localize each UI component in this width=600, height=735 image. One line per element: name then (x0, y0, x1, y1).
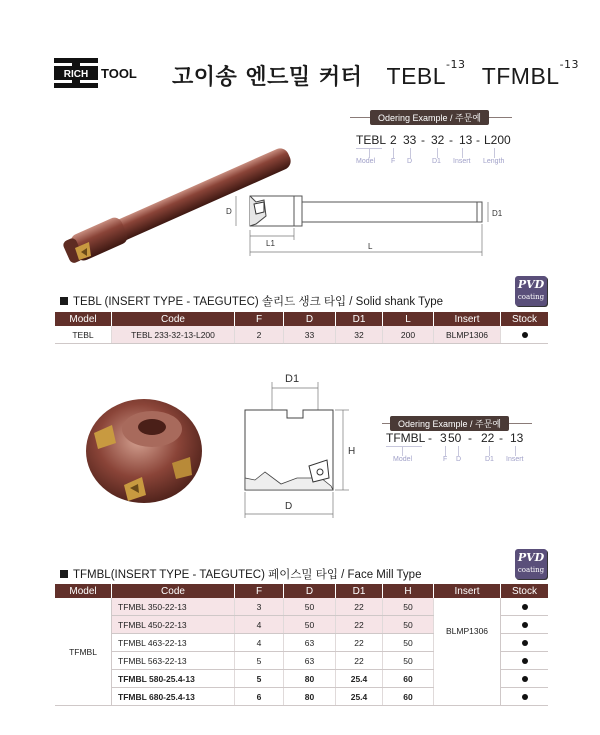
pvd2-line2: coating (517, 566, 545, 574)
section1-heading-text: TEBL (INSERT TYPE - TAEGUTEC) 솔리드 생크 타입 / Solid shank Type (73, 296, 444, 308)
ord1-code-length: L200 (484, 133, 511, 147)
cell2-insert: BLMP1306 (434, 598, 501, 706)
th2-d: D (284, 584, 336, 598)
ord2-sub-d: D (456, 456, 462, 463)
tebl-table-header (55, 312, 548, 326)
ord2-sub-d1: D1 (485, 456, 494, 463)
section1-bullet (60, 297, 68, 305)
cell2-h: 50 (383, 634, 434, 652)
ord1-sub-model: Model (356, 158, 376, 165)
face-mill-photo (72, 385, 212, 515)
cell2-h: 60 (383, 688, 434, 706)
th-d: D (284, 312, 336, 326)
pvd1-line1: PVD (517, 278, 545, 291)
cell2-d: 63 (284, 652, 336, 670)
section2-bullet (60, 570, 68, 578)
cell2-code: TFMBL 563-22-13 (112, 652, 235, 670)
cell2-f: 4 (235, 634, 284, 652)
dim2-h: H (348, 446, 356, 457)
cell2-d: 80 (284, 670, 336, 688)
th-d1: D1 (336, 312, 383, 326)
th-l: L (383, 312, 434, 326)
cell2-code: TFMBL 680-25.4-13 (112, 688, 235, 706)
th-model: Model (55, 312, 112, 326)
tfmbl-table (55, 584, 548, 706)
pvd-coating-badge-1 (515, 276, 547, 306)
title-code-tebl: TEBL (386, 63, 447, 89)
th2-d1: D1 (336, 584, 383, 598)
cell-model: TEBL (55, 326, 112, 344)
pvd-coating-badge-2 (515, 549, 547, 579)
cell2-d1: 22 (336, 634, 383, 652)
th2-h: H (383, 584, 434, 598)
stock-dot (522, 640, 528, 646)
logo-tool-text: TOOL (101, 66, 137, 81)
cell2-code: TFMBL 463-22-13 (112, 634, 235, 652)
cell2-stock (501, 616, 549, 634)
cell2-d: 63 (284, 634, 336, 652)
logo-rich-text: RICH (63, 69, 89, 80)
cell2-d: 50 (284, 598, 336, 616)
th2-stock: Stock (501, 584, 549, 598)
stock-dot (522, 604, 528, 610)
ord2-sub-f: F (443, 456, 448, 463)
ord2-code-model: TFMBL (386, 431, 426, 445)
cell2-stock (501, 634, 549, 652)
cell2-code: TFMBL 350-22-13 (112, 598, 235, 616)
cell2-d1: 22 (336, 652, 383, 670)
stock-dot (522, 676, 528, 682)
stock-dot (522, 332, 528, 338)
ord1-code-sep1: - (421, 133, 425, 147)
cell-d1: 32 (336, 326, 383, 344)
face-mill-drawing (225, 368, 365, 520)
th-code: Code (112, 312, 235, 326)
ord1-code-f: 2 (390, 133, 397, 147)
ord1-code-d1: 32 (431, 133, 445, 147)
title-code-tfmbl: TFMBL (481, 63, 560, 89)
cell2-stock (501, 652, 549, 670)
cell2-f: 3 (235, 598, 284, 616)
ord1-code-sep3: - (476, 133, 480, 147)
ord1-code-insert: 13 (459, 133, 473, 147)
cell2-d1: 25.4 (336, 670, 383, 688)
section1-heading (60, 293, 443, 309)
ord1-code-sep2: - (449, 133, 453, 147)
th-stock: Stock (501, 312, 549, 326)
cell-l: 200 (383, 326, 434, 344)
ord2-code-sep2: - (468, 431, 472, 445)
ord2-code-f: 3 (440, 431, 447, 445)
cell2-d1: 22 (336, 598, 383, 616)
cell2-d1: 22 (336, 616, 383, 634)
pvd1-line2: coating (517, 293, 545, 301)
th2-code: Code (112, 584, 235, 598)
ord2-code-insert: 13 (510, 431, 524, 445)
tfmbl-table-header (55, 584, 548, 598)
end-mill-drawing (222, 188, 512, 260)
pvd2-line1: PVD (517, 551, 545, 564)
ord1-sub-d1: D1 (432, 158, 441, 165)
tebl-table (55, 312, 548, 344)
cell2-model: TFMBL (55, 598, 112, 706)
cell2-d: 80 (284, 688, 336, 706)
cell-f: 2 (235, 326, 284, 344)
title-sup-1: -13 (446, 58, 466, 71)
ordering2-codes (386, 431, 526, 445)
ord2-code-sep3: - (499, 431, 503, 445)
table-row (55, 598, 548, 616)
cell2-code: TFMBL 580-25.4-13 (112, 670, 235, 688)
dim2-d1: D1 (285, 373, 300, 385)
stock-dot (522, 658, 528, 664)
stock-dot (522, 694, 528, 700)
ord1-sub-f: F (391, 158, 396, 165)
th2-model: Model (55, 584, 112, 598)
cell2-h: 60 (383, 670, 434, 688)
cell-code: TEBL 233-32-13-L200 (112, 326, 235, 344)
ord1-sub-length: Length (483, 158, 505, 165)
ord2-sub-model: Model (393, 456, 413, 463)
stock-dot (522, 622, 528, 628)
dim-d: D (226, 207, 232, 216)
page-title (172, 60, 585, 91)
ord2-code-d1: 22 (481, 431, 495, 445)
th2-insert: Insert (434, 584, 501, 598)
cell-stock (501, 326, 549, 344)
cell-d: 33 (284, 326, 336, 344)
cell2-stock (501, 598, 549, 616)
ord2-code-sep1: - (428, 431, 432, 445)
dim-l: L (368, 242, 373, 251)
cell2-h: 50 (383, 598, 434, 616)
cell2-stock (501, 670, 549, 688)
cell2-f: 5 (235, 670, 284, 688)
cell2-d: 50 (284, 616, 336, 634)
ord1-code-model: TEBL (356, 133, 387, 147)
th-f: F (235, 312, 284, 326)
ord1-code-d: 33 (403, 133, 417, 147)
cell2-f: 4 (235, 616, 284, 634)
table-row (55, 326, 548, 344)
cell-insert: BLMP1306 (434, 326, 501, 344)
section2-heading (60, 566, 421, 582)
th2-f: F (235, 584, 284, 598)
ordering2-label: Odering Example / 주문예 (390, 416, 509, 431)
cell2-h: 50 (383, 616, 434, 634)
cell2-f: 6 (235, 688, 284, 706)
ord2-sub-insert: Insert (506, 456, 524, 463)
cell2-f: 5 (235, 652, 284, 670)
ord1-sub-d: D (407, 158, 413, 165)
dim2-d: D (285, 501, 293, 512)
ord2-code-d: 50 (448, 431, 462, 445)
th-insert: Insert (434, 312, 501, 326)
dim-l1: L1 (266, 239, 275, 248)
cell2-h: 50 (383, 652, 434, 670)
title-korean: 고이송 엔드밀 커터 (172, 65, 363, 90)
title-sup-2: -13 (559, 58, 580, 71)
ordering1-label: Odering Example / 주문예 (370, 110, 489, 125)
cell2-stock (501, 688, 549, 706)
dim-d1: D1 (492, 209, 503, 218)
ord1-sub-insert: Insert (453, 158, 471, 165)
section2-heading-text: TFMBL(INSERT TYPE - TAEGUTEC) 페이스밀 타입 / Face Mill Type (73, 569, 422, 581)
ordering1-codes (356, 133, 516, 147)
richtool-logo (54, 56, 152, 90)
cell2-code: TFMBL 450-22-13 (112, 616, 235, 634)
cell2-d1: 25.4 (336, 688, 383, 706)
